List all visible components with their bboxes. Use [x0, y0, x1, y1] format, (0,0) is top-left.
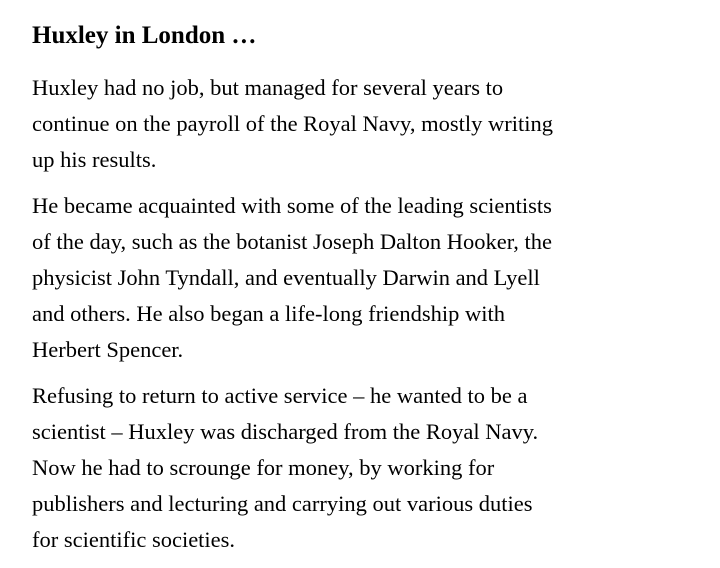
slide-title: Huxley in London …: [32, 22, 257, 49]
text-line: and others. He also began a life-long friendship with: [32, 301, 505, 326]
text-line: of the day, such as the botanist Joseph Dalton Hooker, the: [32, 229, 553, 254]
text-line: Now he had to scrounge for money, by working for: [32, 455, 495, 480]
text-line: for scientific societies.: [32, 527, 236, 552]
paragraph-3: [32, 378, 702, 558]
text-line: scientist – Huxley was discharged from the Royal Navy.: [32, 419, 539, 444]
text-line: up his results.: [32, 147, 157, 172]
text-line: publishers and lecturing and carrying out various duties: [32, 491, 533, 516]
paragraph-1: [32, 70, 702, 178]
paragraph-2: [32, 188, 702, 368]
text-line: Huxley had no job, but managed for several years to: [32, 75, 504, 100]
text-line: continue on the payroll of the Royal Navy, mostly writing: [32, 111, 553, 136]
text-line: Refusing to return to active service – he wanted to be a: [32, 383, 528, 408]
slide-body: [32, 70, 702, 568]
text-line: He became acquainted with some of the leading scientists: [32, 193, 552, 218]
text-line: physicist John Tyndall, and eventually Darwin and Lyell: [32, 265, 540, 290]
text-line: Herbert Spencer.: [32, 337, 184, 362]
